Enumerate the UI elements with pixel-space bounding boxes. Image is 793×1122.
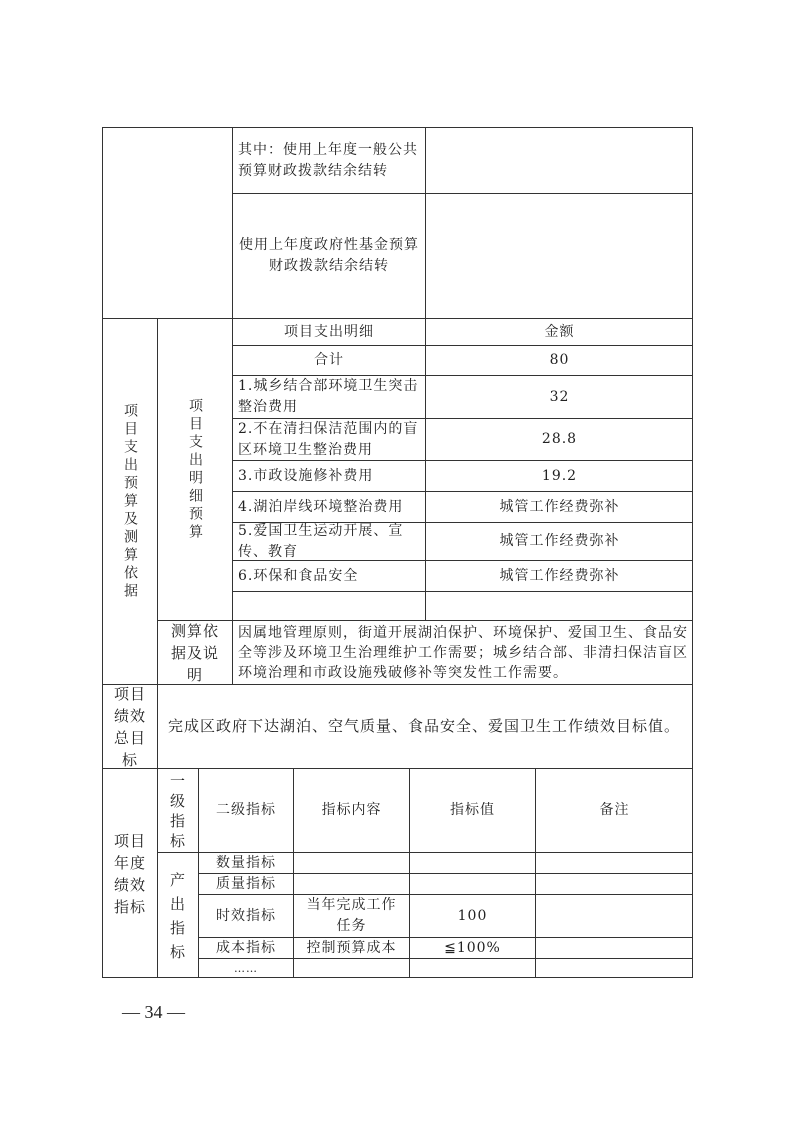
content-cell	[293, 873, 409, 894]
remark-cell	[535, 894, 693, 937]
header-amount: 金额	[425, 318, 693, 345]
value-cell	[409, 958, 535, 978]
level2-cell: ……	[198, 958, 293, 978]
page-number: — 34 —	[122, 1002, 185, 1022]
content-cell: 当年完成工作任务	[293, 894, 409, 937]
detail-item: 合计	[232, 345, 425, 375]
header-detail: 项目支出明细	[232, 318, 425, 345]
indicators-label: 项目年度绩效指标	[102, 768, 157, 978]
goal-text: 完成区政府下达湖泊、空气质量、食品安全、爱国卫生工作绩效目标值。	[157, 684, 693, 768]
detail-item: 5.爱国卫生运动开展、宣传、教育	[232, 522, 425, 560]
fund-carryover-label: 使用上年度政府性基金预算财政拨款结余结转	[232, 193, 425, 318]
level2-cell: 质量指标	[198, 873, 293, 894]
label-text: 项目支出预算及测算依据	[122, 402, 138, 601]
level2-cell: 数量指标	[198, 852, 293, 873]
detail-amount: 城管工作经费弥补	[425, 560, 693, 591]
detail-item: 4.湖泊岸线环境整治费用	[232, 491, 425, 522]
value-cell: 100	[409, 894, 535, 937]
remark-cell	[535, 958, 693, 978]
table-right-border	[692, 127, 693, 978]
level2-cell: 时效指标	[198, 894, 293, 937]
goal-label: 项目绩效总目标	[102, 684, 157, 768]
budget-section-label	[102, 318, 157, 684]
basis-text: 因属地管理原则，街道开展湖泊保护、环境保护、爱国卫生、食品安全等涉及环境卫生治理维护工作需要；城乡结合部、非清扫保洁盲区环境治理和市政设施残破修补等突发性工作需要。	[232, 620, 693, 684]
table-bottom-border	[102, 977, 693, 978]
general-carryover-label: 其中：使用上年度一般公共预算财政拨款结余结转	[232, 127, 425, 193]
level2-cell: 成本指标	[198, 937, 293, 958]
detail-amount: 城管工作经费弥补	[425, 522, 693, 560]
detail-amount: 32	[425, 375, 693, 418]
general-carryover-value	[425, 127, 693, 193]
level1-output: 产出指标	[157, 852, 198, 978]
content-cell	[293, 958, 409, 978]
header-content: 指标内容	[293, 768, 409, 852]
empty-cell	[102, 127, 232, 318]
content-cell	[293, 852, 409, 873]
detail-amount: 80	[425, 345, 693, 375]
remark-cell	[535, 937, 693, 958]
detail-budget-label	[157, 318, 232, 620]
remark-cell	[535, 873, 693, 894]
detail-item: 2.不在清扫保洁范围内的盲区环境卫生整治费用	[232, 418, 425, 460]
value-cell	[409, 873, 535, 894]
detail-amount: 28.8	[425, 418, 693, 460]
value-cell: ≦100%	[409, 937, 535, 958]
basis-label: 测算依据及说明	[157, 620, 232, 684]
detail-item: 6.环保和食品安全	[232, 560, 425, 591]
detail-item: 1.城乡结合部环境卫生突击整治费用	[232, 375, 425, 418]
detail-amount: 19.2	[425, 460, 693, 491]
fund-carryover-value	[425, 193, 693, 318]
detail-amount	[425, 591, 693, 620]
value-cell	[409, 852, 535, 873]
remark-cell	[535, 852, 693, 873]
header-remark: 备注	[535, 768, 693, 852]
detail-item	[232, 591, 425, 620]
header-value: 指标值	[409, 768, 535, 852]
detail-amount: 城管工作经费弥补	[425, 491, 693, 522]
header-level2: 二级指标	[198, 768, 293, 852]
header-level1: 一级指标	[157, 768, 198, 852]
content-cell: 控制预算成本	[293, 937, 409, 958]
detail-item: 3.市政设施修补费用	[232, 460, 425, 491]
label-text: 项目支出明细预算	[187, 397, 203, 542]
